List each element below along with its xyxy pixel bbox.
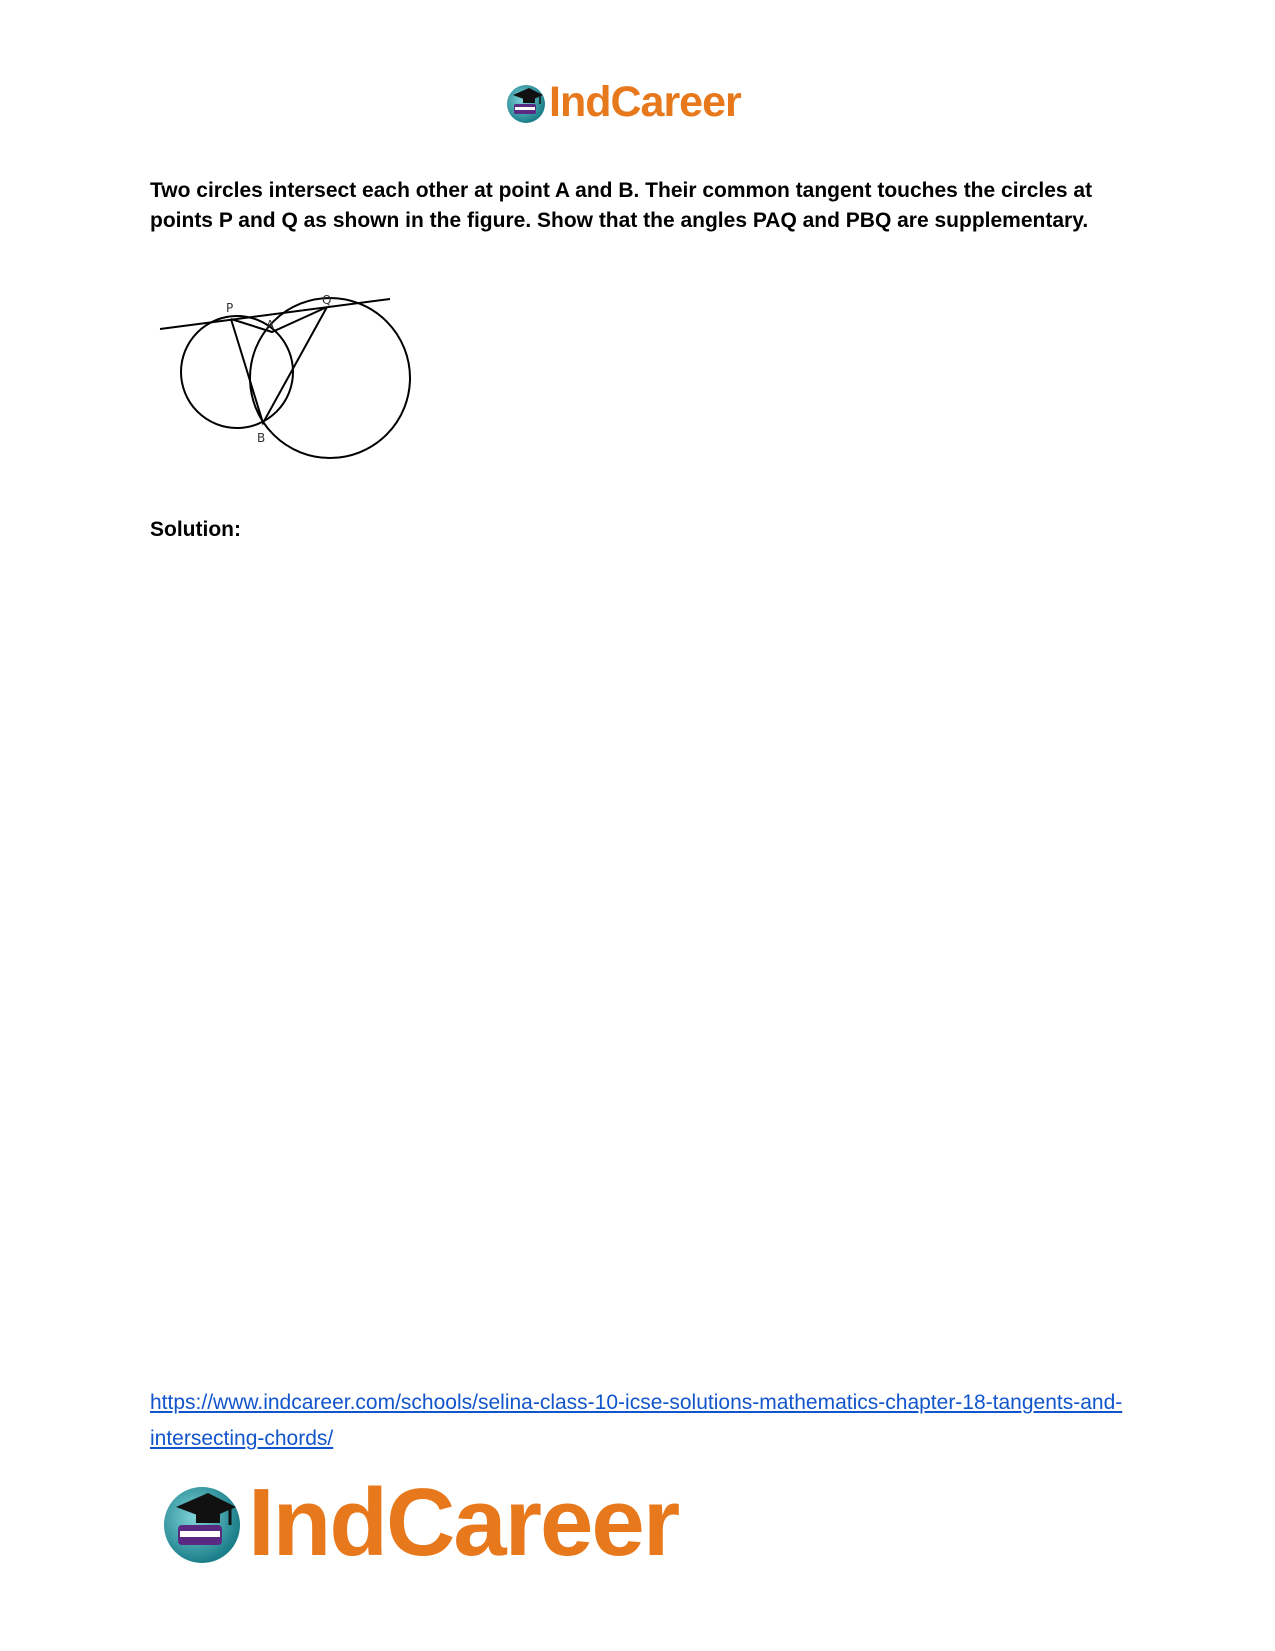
graduation-cap-globe-icon [160,1481,244,1565]
question-text: Two circles intersect each other at point A and B. Their common tangent touches the circles at points P and Q as shown in the figure. Show that the angles PAQ and PBQ are supplementary. [150,179,1093,232]
label-p: P [226,301,234,315]
intersecting-circles-figure [155,295,425,475]
common-tangent-line [160,299,390,329]
chord-p-a-q [231,307,327,332]
label-q: Q [322,295,332,307]
footer-logo [160,1468,678,1578]
small-circle [181,316,293,428]
footer-logo-text: IndCareer [248,1469,679,1576]
header-logo [505,78,741,127]
solution-heading: Solution: [150,518,241,541]
source-link[interactable]: https://www.indcareer.com/schools/selina-class-10-icse-solutions-mathematics-chapter-18-tangents-and-intersecting-chords/ [150,1391,1123,1450]
graduation-cap-globe-icon [505,82,547,124]
label-b: B [257,431,266,445]
label-a: A [266,318,275,332]
header-logo-text: IndCareer [549,78,741,126]
